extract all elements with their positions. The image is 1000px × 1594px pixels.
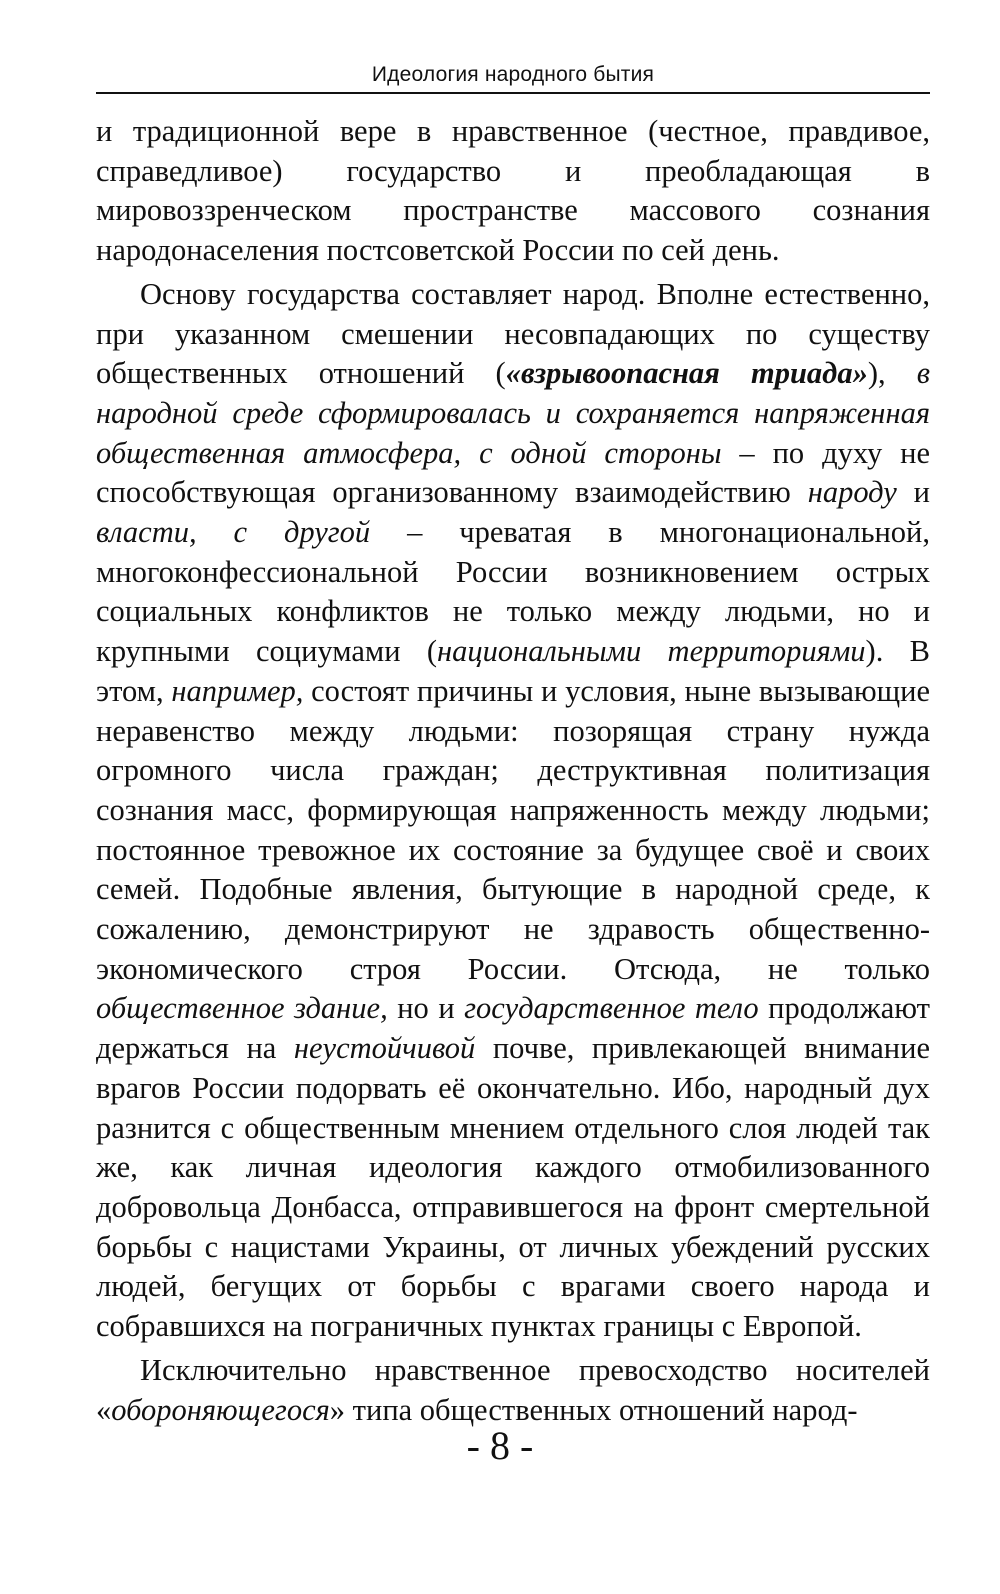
text-run: – по духу не способствующая организованному взаимодействию bbox=[96, 435, 930, 510]
text-run: и традиционной вере в нравственное (честное, правдивое, справедливое) государство и преобладающая в мировоззренческом пространстве массового сознания народонаселения постсоветской России по сей день. bbox=[96, 114, 930, 268]
italic-emphasis: власти, с другой bbox=[96, 515, 371, 550]
page-body-text bbox=[96, 112, 930, 1430]
text-run: ). В этом, bbox=[96, 634, 930, 708]
text-run: почве, привлекающей внимание врагов России подорвать её окончательно. Ибо, народный дух разнится с общественным мнением отдельного слоя людей так же, как личная идеология каждого отмобилизованного добровольца Донбасса, отправившегося на фронт смертельной борьбы с нацистами Украины, от личных убеждений русских людей, бегущих от борьбы с врагами своего народа и собравшихся на пограничных пунктах границы с Европой. bbox=[96, 1031, 930, 1344]
text-run: Исключительно нравственное превосходство носителей « bbox=[96, 1352, 930, 1427]
paragraph bbox=[96, 1351, 930, 1430]
header-divider bbox=[96, 92, 930, 94]
italic-emphasis: общественное здание, bbox=[96, 991, 388, 1026]
text-run: но и bbox=[387, 991, 465, 1026]
bold-italic-emphasis: «взрывоопасная триада» bbox=[505, 356, 868, 391]
paragraph bbox=[96, 112, 930, 271]
text-run: Основу государства составляет народ. Вполне естественно, при указанном смешении несовпадающих по существу общественных отношений ( bbox=[96, 276, 930, 391]
page-number: - 8 - bbox=[466, 1423, 534, 1468]
italic-emphasis: в народной среде сформировалась и сохраняется напряженная общественная атмосфера, с одной стороны bbox=[96, 356, 930, 470]
italic-emphasis: обороняющегося bbox=[111, 1392, 330, 1427]
italic-emphasis: государственное тело bbox=[464, 991, 759, 1026]
text-run: и bbox=[896, 475, 930, 510]
text-run: » типа общественных отношений народ- bbox=[329, 1392, 858, 1427]
italic-emphasis: национальными территориями bbox=[437, 634, 866, 669]
text-run: – чреватая в многонациональной, многоконфессиональной России возникновением острых социальных конфликтов не только между людьми, но и крупными социумами ( bbox=[96, 515, 930, 669]
italic-emphasis: неустойчивой bbox=[293, 1031, 476, 1066]
text-run: состоят причины и условия, ныне вызывающие неравенство между людьми: позорящая страну нужда огромного числа граждан; деструктивная политизация сознания масс, формирующая напряженность между людьми; постоянное тревожное их состояние за будущее своё и своих семей. Подобные явления, бытующие в народной среде, к сожалению, демонстрируют не здравость общественно-экономического строя России. Отсюда, не только bbox=[96, 673, 930, 986]
paragraph bbox=[96, 275, 930, 1347]
italic-emphasis: народу bbox=[807, 475, 897, 510]
running-header: Идеология народного бытия bbox=[371, 63, 655, 86]
text-run: ), bbox=[867, 356, 917, 391]
text-run: продолжают держаться на bbox=[96, 991, 930, 1066]
italic-emphasis: например, bbox=[171, 673, 304, 708]
